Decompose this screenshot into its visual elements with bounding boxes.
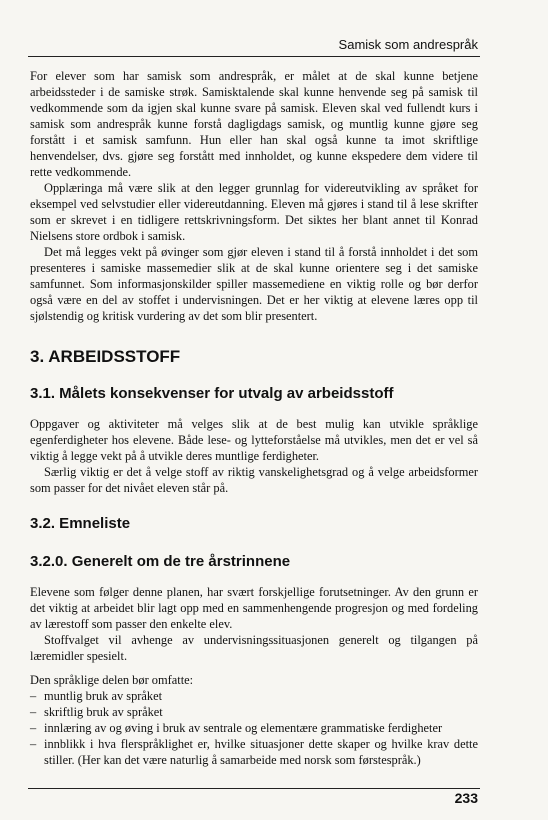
list-item: – muntlig bruk av språket bbox=[30, 688, 478, 704]
footer-rule bbox=[28, 788, 480, 789]
running-header: Samisk som andrespråk bbox=[338, 37, 478, 52]
paragraph: Opplæringa må være slik at den legger grunnlag for videreutvikling av språket for eksempel ved selvstudier eller videreutdanning. Eleven må gjøres i stand til å lese skrifter som er skrevet i en tidligere rettskrivningsform. Det siktes her blant annet til Konrad Nielsens store ordbok i samisk. bbox=[30, 181, 478, 243]
section-heading-3: 3. ARBEIDSSTOFF bbox=[30, 347, 181, 366]
paragraph: Det må legges vekt på øvinger som gjør eleven i stand til å forstå innholdet i det som presenteres i samiske massemedier slik at de skal kunne orientere seg i det samiske samfunnet. Som informasjonskilder spiller massemediene en viktig rolle og bør derfor også være en del av stoffet i undervisningen. Det er her viktig at elevene læres opp til sjølstendig og kritisk vurdering av det som blir presentert. bbox=[30, 245, 478, 323]
paragraph: For elever som har samisk som andrespråk, er målet at de skal kunne betjene arbeidssteder i de samiske strøk. Samisktalende skal kunne henvende seg på samisk til vedkommende som da igjen skal kunne svare på samisk. Eleven skal ved fullendt kurs i samisk som andrespråk kunne forstå dagligdags samisk, og muntlig kunne gjøre seg forstått i et samisk samfunn. Hun eller han skal også kunne ta imot skriftlige henvendelser, dvs. gjøre seg forstått med innholdet, og kunne ekspedere dem videre til rette vedkommende. bbox=[30, 69, 478, 179]
paragraph: Særlig viktig er det å velge stoff av riktig vanskelighetsgrad og å velge arbeidsformer som passer for det nivået eleven står på. bbox=[30, 465, 478, 495]
paragraph: Stoffvalget vil avhenge av undervisningssituasjonen generelt og tilgangen på læremidler spesielt. bbox=[30, 633, 478, 663]
section-heading-3-2-0: 3.2.0. Generelt om de tre årstrinnene bbox=[30, 553, 291, 570]
spacer bbox=[30, 664, 478, 672]
paragraph: Oppgaver og aktiviteter må velges slik at de best mulig kan utvikle språklige egenferdigheter hos elevene. Både lese- og lytteforståelse må utvikles, men det er vel så viktig å legge vekt på å utvikle deres muntlige ferdigheter. bbox=[30, 417, 478, 463]
page-number: 233 bbox=[454, 790, 478, 806]
body-text bbox=[30, 68, 478, 768]
list-item: – innlæring av og øving i bruk av sentrale og elementære grammatiske ferdigheter bbox=[30, 720, 478, 736]
list-item: – innblikk i hva flerspråklighet er, hvilke situasjoner dette skaper og hvilke krav dette stiller. (Her kan det være naturlig å samarbeide med norsk som førstespråk.) bbox=[30, 736, 478, 768]
list-intro: Den språklige delen bør omfatte: bbox=[30, 673, 194, 687]
content-list bbox=[30, 688, 478, 768]
paragraph: Elevene som følger denne planen, har svært forskjellige forutsetninger. Av den grunn er det viktig at arbeidet blir lagt opp med en sammenhengende progresjon og med fordeling av lærestoff som passer den enkelte elev. bbox=[30, 585, 478, 631]
header-rule bbox=[28, 56, 480, 57]
list-item: – skriftlig bruk av språket bbox=[30, 704, 478, 720]
section-heading-3-1: 3.1. Målets konsekvenser for utvalg av arbeidsstoff bbox=[30, 385, 394, 402]
section-heading-3-2: 3.2. Emneliste bbox=[30, 515, 131, 532]
